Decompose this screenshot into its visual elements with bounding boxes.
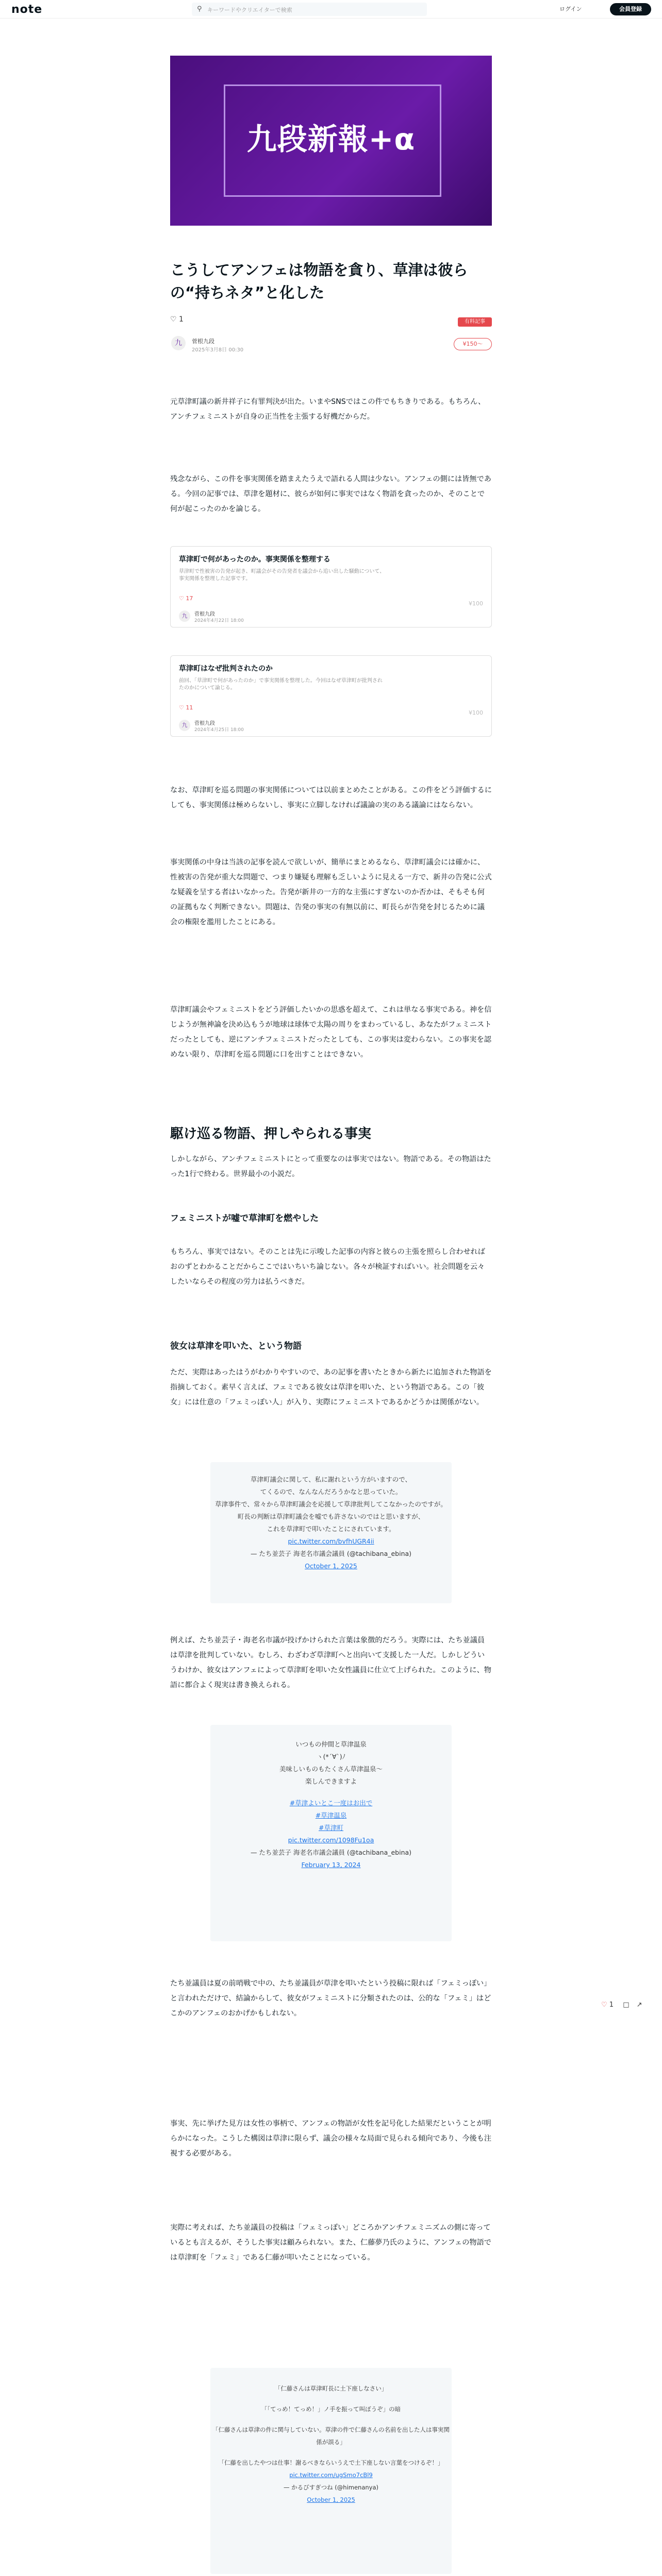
like-count: 1 xyxy=(609,2001,614,2009)
comment-icon[interactable]: □ xyxy=(623,2001,630,2009)
tweet-date[interactable]: February 13, 2024 xyxy=(301,1861,361,1869)
tweet-author: — かるびすぎつね (@himenanya) xyxy=(283,2484,379,2491)
embedded-tweet[interactable] xyxy=(210,2368,452,2574)
tweet-date[interactable]: October 1, 2025 xyxy=(307,2496,355,2503)
price-tag[interactable]: ¥150〜 xyxy=(454,338,492,350)
card-title: 草津町はなぜ批判されたのか xyxy=(179,665,273,673)
paragraph: 元草津町議の新井祥子に有罪判決が出た。いまやSNSではこの件でもちきりである。もちろん、アンチフェミニストが自身の正当性を主張する好機だからだ。 xyxy=(170,398,486,421)
author-avatar[interactable]: 九 xyxy=(171,336,186,350)
card-avatar: 九 xyxy=(179,720,190,731)
signup-button[interactable]: 会員登録 xyxy=(610,3,651,15)
tweet-author: — たち並芸子 海老名市議会議員 (@tachibana_ebina) xyxy=(250,1849,412,1856)
tweet-line: 草津町議会に関して、私に謝れという方がいますので、 xyxy=(250,1476,411,1483)
hero-text: 九段新報+α xyxy=(246,122,416,157)
tweet-line: 楽しんできますよ xyxy=(305,1777,357,1785)
paragraph: ただ、実際はあったはうがわかりやすいので、あの記事を書いたときから新たに追加された物語を指摘しておく。素早く言えば、フェミである彼女は草津を叩いた、という物語である。この「彼女」には仕意の「フェミっぽい人」が入り、実際にフェミニストであるかどうかは関係がない。 xyxy=(170,1368,492,1406)
paragraph: しかしながら、アンチフェミニストにとって重要なのは事実ではない。物語である。その物語はたった1行で終わる。世界最小の小説だ。 xyxy=(170,1155,491,1178)
card-author: 菅根九段 xyxy=(194,612,215,617)
paragraph: 事実関係の中身は当該の記事を読んで欲しいが、簡単にまとめるなら、草津町議会には確かに、性被害の告発が重大な問題で、つまり嫌疑も理解も乏しいように見える一方で、新井の告発に公式な疑義を呈する者はいなかった。告発が新井の一方的な主張にすぎないのか否かは、そもそも何の証拠もなく判断できない。問題は、告発の事実の有無以前に、町長らが告発を封じるために議会の権限を濫用したことにある。 xyxy=(170,858,492,926)
tweet-line: 町長の判断は草津町議会を嘘でも許さないのではと思いますが、 xyxy=(237,1513,425,1520)
tweet-line: 「仁藤を出したやつは仕事！謝るべきならいうえで土下座しない言葉をつけるぞ！」 xyxy=(218,2459,444,2466)
subheading: フェミニストが嘘で草津町を燃やした xyxy=(170,1213,319,1224)
tweet-line: 「仁藤さんは草津町長に土下座しなさい」 xyxy=(274,2385,388,2392)
author-name[interactable]: 菅根九段 xyxy=(192,338,214,345)
tweet-line: ヽ(*´∀`)ﾉ xyxy=(317,1753,345,1760)
hero-image xyxy=(170,56,492,226)
tweet-line: いつもの仲間と草津温泉 xyxy=(295,1740,367,1748)
card-date: 2024年4月25日 18:00 xyxy=(194,727,244,733)
tweet-spacer xyxy=(210,2415,452,2424)
tweet-line: てくるので、なんなんだろうかなと思っていた。 xyxy=(260,1488,402,1496)
paragraph: たち並議員は夏の前哨戦で中の、たち並議員が草津を叩いたという投稿に限れば「フェミっぽい」と言われただけで、結論からして、彼女がフェミニストに分類されたのは、公的な「フェミ」はどこかのアンフェのおかげかもしれない。 xyxy=(170,1979,491,2018)
card-desc: 前回、「草津町で何があったのか」で事実関係を整理した。今回はなぜ草津町が批判されたのかについて論じる。 xyxy=(179,678,383,691)
floating-actions xyxy=(601,2001,642,2009)
card-likes: ♡ 17 xyxy=(179,595,193,602)
tweet-line: これを草津町で叩いたことにされています。 xyxy=(267,1525,395,1533)
embedded-article-card[interactable] xyxy=(170,546,492,628)
tweet-spacer xyxy=(210,2395,452,2403)
paragraph: 例えば、たち並芸子・海老名市議が投げかけられた言葉は象徴的だろう。実際には、たち並議員は草津を批判していない。むしろ、わざわざ草津町へと出向いて支援した一人だ。しかしどういうわけか、彼女はアンフェによって草津町を叩いた女性議員に仕立て上げられた。このように、物語に都合よく現実は書き換えられる。 xyxy=(170,1636,491,1689)
embedded-article-card[interactable] xyxy=(170,655,492,737)
tweet-line: 美味しいものもたくさん草津温泉〜 xyxy=(279,1765,383,1773)
card-desc: 草津町で性被害の告発が起き、町議会がその告発者を議会から追い出した騒動について、事実関係を整理した記事です。 xyxy=(179,569,385,582)
tweet-link[interactable]: pic.twitter.com/bvfhUGR4ii xyxy=(288,1537,374,1545)
note-logo[interactable]: note xyxy=(11,3,43,16)
paragraph: 実際に考えれば、たち並議員の投稿は「フェミっぽい」どころかアンチフェミニズムの側に寄っているとも言えるが、そうした事実は顧みられない。また、仁藤夢乃氏のように、アンフェの物語では草津町を「フェミ」である仁藤が叩いたことになっている。 xyxy=(170,2224,491,2262)
search-icon: ⚲ xyxy=(197,5,202,13)
tweet-hashtag[interactable]: #草津よいとこ一度はお出で xyxy=(289,1799,373,1807)
embedded-tweet[interactable] xyxy=(210,1462,452,1603)
tweet-line: 草津事件で、常々から草津町議会を応援して草津批判してこなかったのですが。 xyxy=(215,1500,447,1508)
tweet-spacer xyxy=(210,2448,452,2456)
login-link[interactable]: ログイン xyxy=(559,6,582,12)
paragraph: 草津町議会やフェミニストをどう評価したいかの思惑を超えて、これは単なる事実である。神を信じようが無神論を決め込もうが地球は球体で太陽の周りをまわっているし、あなたがフェミニストだったとしても、逆にアンチフェミニストだったとしても、この事実は変わらない。この事実を認めない限り、草津町を巡る問題に口を出すことはできない。 xyxy=(170,1006,492,1059)
card-likes: ♡ 11 xyxy=(179,704,193,711)
article-title: こうしてアンフェは物語を貪り、草津は彼らの“持ちネタ”と化した xyxy=(170,261,468,301)
card-price: ¥100 xyxy=(469,600,483,607)
paid-badge: 有料記事 xyxy=(458,317,492,327)
site-header xyxy=(0,0,662,19)
tweet-line: 「「てっめ！てっめ！」ノ手を振って叫ぼうぞ」の暗 xyxy=(261,2405,401,2413)
tweet-hashtag[interactable]: #草津町 xyxy=(319,1824,343,1832)
tweet-date[interactable]: October 1, 2025 xyxy=(305,1562,357,1570)
post-date: 2025年3月8日 00:30 xyxy=(192,347,244,353)
paragraph: もちろん、事実ではない。そのことは先に示唆した記事の内容と彼らの主張を照らし合わせればおのずとわかることだからここではいちいち論じない。各々が検証すればいい。社会問題を云々したいならその程度の労力は払うべきだ。 xyxy=(170,1248,485,1286)
tweet-spacer xyxy=(210,1788,452,1797)
card-author: 菅根九段 xyxy=(194,721,215,726)
like-number: 1 xyxy=(179,315,184,324)
search-input[interactable] xyxy=(192,3,427,16)
card-avatar: 九 xyxy=(179,611,190,622)
paragraph: なお、草津町を巡る問題の事実関係については以前まとめたことがある。この件をどう評価するにしても、事実関係は極めらないし、事実に立脚しなければ議論の実のある議論にはならない。 xyxy=(170,786,492,809)
card-date: 2024年4月22日 18:00 xyxy=(194,618,244,623)
embedded-tweet[interactable] xyxy=(210,1725,452,1941)
paragraph: 残念ながら、この件を事実関係を踏まえたうえで語れる人間は少ない。アンフェの側には皆無である。今回の記事では、草津を題材に、彼らが如何に事実ではなく物語を貪ったのか、そのことで何が起こったのかを論じる。 xyxy=(170,475,491,513)
paragraph: 事実、先に挙げた見方は女性の事柄で、アンフェの物語が女性を記号化した結果だということが明らかになった。こうした構図は草津に限らず、議会の様々な局面で見られる傾向であり、今後も注視する必要がある。 xyxy=(170,2120,492,2158)
heart-icon[interactable]: ♡ xyxy=(170,315,177,324)
card-title: 草津町で何があったのか。事実関係を整理する xyxy=(179,555,330,564)
heart-icon[interactable]: ♡ xyxy=(601,2001,607,2009)
subheading: 彼女は草津を叩いた、という物語 xyxy=(170,1341,302,1351)
tweet-link[interactable]: pic.twitter.com/ugSmo7cBl9 xyxy=(289,2471,373,2479)
section-heading: 駆け巡る物語、押しやられる事実 xyxy=(170,1126,372,1142)
card-price: ¥100 xyxy=(469,709,483,716)
tweet-hashtag[interactable]: #草津温泉 xyxy=(315,1811,347,1819)
tweet-line: 「仁藤さんは草津の件に関与していない。草津の件で仁藤さんの名前を出した人は事実関係が誤る」 xyxy=(212,2426,450,2446)
share-icon[interactable]: ↗ xyxy=(636,2001,642,2009)
search-placeholder: キーワードやクリエイターで検索 xyxy=(207,7,292,13)
tweet-author: — たち並芸子 海老名市議会議員 (@tachibana_ebina) xyxy=(250,1550,412,1557)
tweet-link[interactable]: pic.twitter.com/1098Fu1oa xyxy=(288,1836,374,1844)
like-count[interactable] xyxy=(170,315,184,324)
